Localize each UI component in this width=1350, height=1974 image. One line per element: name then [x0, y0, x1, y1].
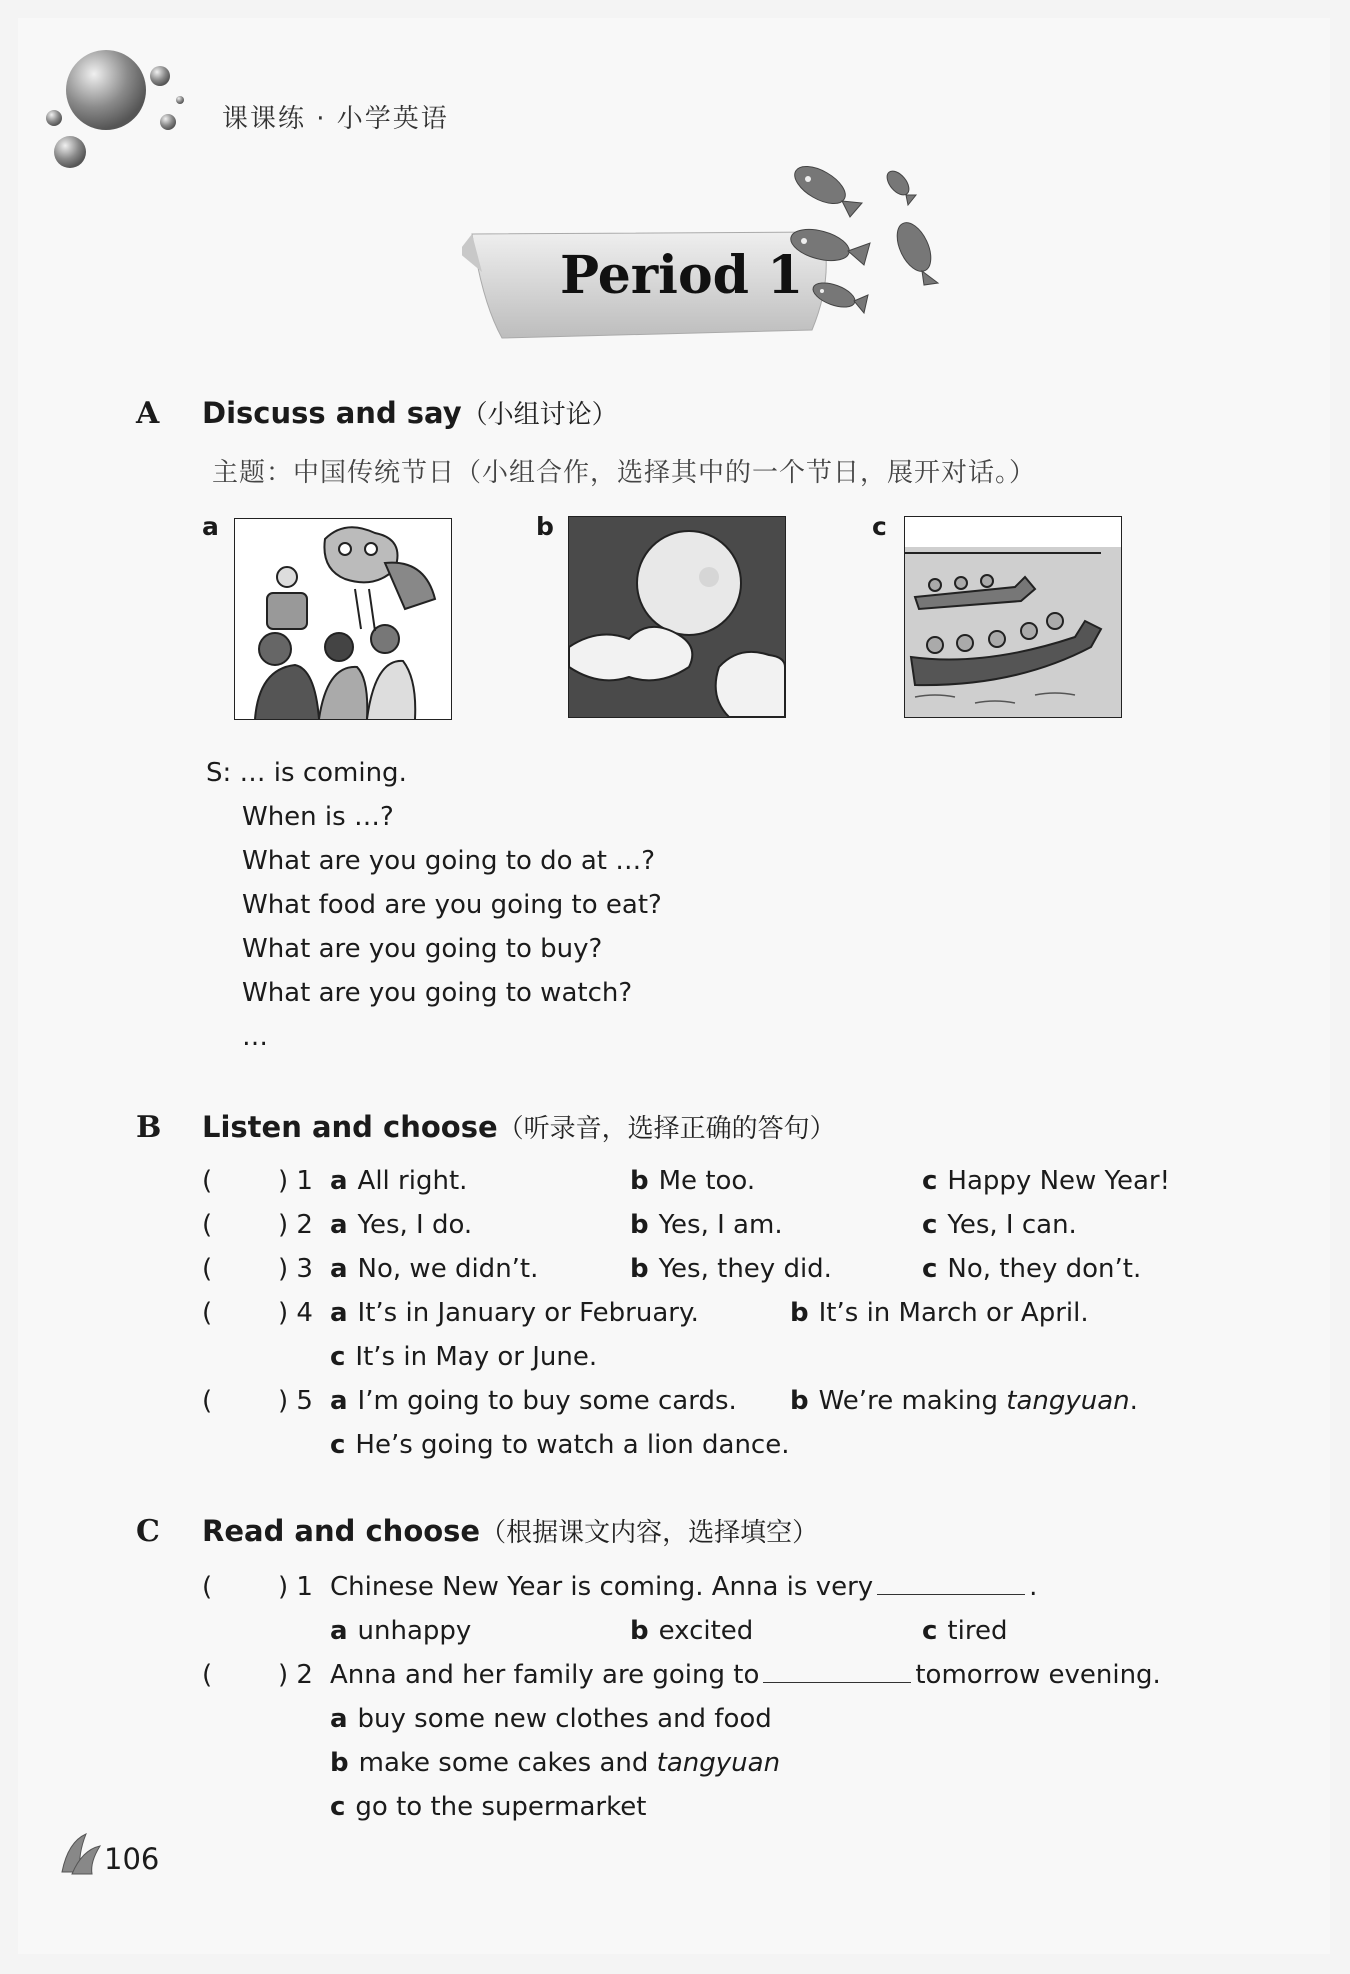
bubbles-decoration [40, 40, 190, 180]
option-b: b Yes, they did. [630, 1254, 832, 1284]
dialogue-line: What are you going to buy? [242, 934, 603, 964]
option-c: c Happy New Year! [922, 1166, 1171, 1196]
section-c-letter: C [136, 1514, 160, 1549]
lion-dance-illustration [234, 518, 452, 720]
section-a-letter: A [136, 396, 160, 431]
moon-illustration [568, 516, 786, 718]
answer-paren-open: ( [202, 1166, 213, 1196]
fill-blank[interactable] [763, 1660, 911, 1683]
option-b: b Yes, I am. [630, 1210, 783, 1240]
option-c: c No, they don’t. [922, 1254, 1142, 1284]
answer-blank-c2[interactable]: ) 2 [278, 1660, 313, 1690]
option-b: b excited [630, 1616, 754, 1646]
option-a: a No, we didn’t. [330, 1254, 539, 1284]
answer-paren-open: ( [202, 1298, 213, 1328]
option-b: b We’re making tangyuan. [790, 1386, 1138, 1416]
answer-paren-open: ( [202, 1210, 213, 1240]
option-b: b It’s in March or April. [790, 1298, 1089, 1328]
book-title: 课课练 · 小学英语 [222, 104, 449, 134]
fill-blank[interactable] [877, 1572, 1025, 1595]
option-a: a All right. [330, 1166, 468, 1196]
image-label-c: c [872, 512, 887, 541]
option-a: a Yes, I do. [330, 1210, 473, 1240]
option-a: a I’m going to buy some cards. [330, 1386, 737, 1416]
answer-blank-b3[interactable]: ) 3 [278, 1254, 313, 1284]
option-a: a It’s in January or February. [330, 1298, 699, 1328]
question-text: Chinese New Year is coming. Anna is very . [330, 1572, 1038, 1602]
dialogue-line: What are you going to watch? [242, 978, 633, 1008]
answer-paren-open: ( [202, 1386, 213, 1416]
section-b-letter: B [136, 1110, 162, 1145]
section-c-subtitle: （根据课文内容，选择填空） [480, 1518, 819, 1548]
option-b: b Me too. [630, 1166, 756, 1196]
answer-blank-c1[interactable]: ) 1 [278, 1572, 313, 1602]
section-b-subtitle: （听录音，选择正确的答句） [497, 1114, 836, 1144]
answer-blank-b5[interactable]: ) 5 [278, 1386, 313, 1416]
answer-blank-b4[interactable]: ) 4 [278, 1298, 313, 1328]
dialogue-line: What food are you going to eat? [242, 890, 662, 920]
answer-blank-b2[interactable]: ) 2 [278, 1210, 313, 1240]
option-c: c Yes, I can. [922, 1210, 1077, 1240]
section-b-heading [202, 1108, 836, 1145]
dialogue-line: When is …? [242, 802, 394, 832]
answer-paren-open: ( [202, 1572, 213, 1602]
leaf-icon [58, 1832, 104, 1878]
option-c: c It’s in May or June. [330, 1342, 598, 1372]
section-a-heading [202, 394, 618, 431]
option-c: c He’s going to watch a lion dance. [330, 1430, 790, 1460]
section-c-heading [202, 1512, 818, 1549]
dialogue-line: … [242, 1022, 268, 1052]
section-c-title: Read and choose [202, 1514, 481, 1548]
option-a: a buy some new clothes and food [330, 1704, 772, 1734]
dragon-boat-illustration [904, 516, 1122, 718]
option-b: b make some cakes and tangyuan [330, 1748, 781, 1778]
page-number: 106 [104, 1842, 160, 1876]
answer-blank-b1[interactable]: ) 1 [278, 1166, 313, 1196]
option-c: c go to the supermarket [330, 1792, 647, 1822]
option-a: a unhappy [330, 1616, 472, 1646]
answer-paren-open: ( [202, 1254, 213, 1284]
dialogue-line: S: … is coming. [206, 758, 407, 788]
dialogue-line: What are you going to do at …? [242, 846, 656, 876]
section-a-subtitle: （小组讨论） [461, 400, 618, 430]
section-a-title: Discuss and say [202, 396, 462, 430]
section-a-topic: 主题：中国传统节日（小组合作，选择其中的一个节日，展开对话。） [212, 458, 1037, 488]
image-label-a: a [202, 512, 219, 541]
question-text: Anna and her family are going to tomorrow evening. [330, 1660, 1161, 1690]
answer-paren-open: ( [202, 1660, 213, 1690]
fish-decoration [780, 155, 960, 325]
section-b-title: Listen and choose [202, 1110, 498, 1144]
image-label-b: b [536, 512, 554, 541]
option-c: c tired [922, 1616, 1008, 1646]
period-title: Period 1 [560, 245, 804, 306]
